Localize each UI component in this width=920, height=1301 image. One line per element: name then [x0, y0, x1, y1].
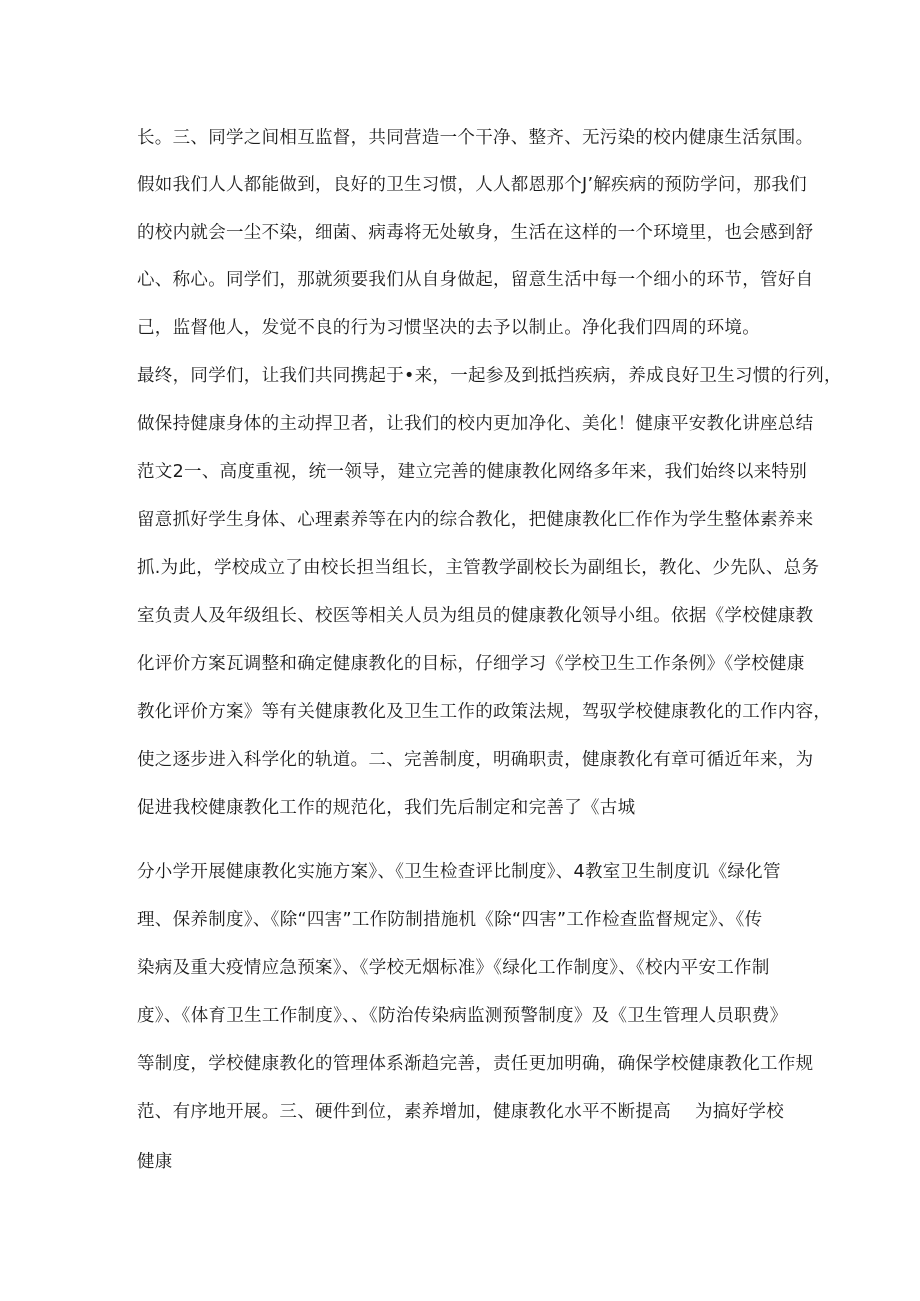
- text-line: 长。三、同学之间相互监督，共同营造一个干净、整齐、无污染的校内健康生活氛围。: [137, 128, 814, 148]
- text-line: 化评价方案瓦调整和确定健康教化的目标，仔细学习《学校卫生工作条例》《学校健康: [137, 654, 805, 674]
- text-line: 的校内就会一尘不染，细菌、病毒将无处敏身，生活在这样的一个环境里，也会感到舒: [137, 223, 814, 243]
- text-line: 分小学开展健康教化实施方案》、《卫生检查评比制度》、4教室卫生制度讥《绿化管: [137, 862, 781, 882]
- text-line: 教化评价方案》等有关健康教化及卫生工作的政策法规，驾驭学校健康教化的工作内容，: [137, 702, 832, 722]
- text-line: 促进我校健康教化工作的规范化，我们先后制定和完善了《古城: [137, 798, 636, 818]
- text-line: 假如我们人人都能做到，良好的卫生习惯，人人都恩那个J’解疾病的预防学问，那我们: [137, 175, 807, 195]
- text-line: 度》、《体育卫生工作制度》、、《防治传染病监测预警制度》及《卫生管理人员职费》: [137, 1006, 788, 1026]
- text-line: 己，监督他人，发觉不良的行为习惯坚决的去予以制止。净化我们四周的环境。: [137, 318, 760, 338]
- text-line: 心、称心。同学们，那就须要我们从自身做起，留意生活中每一个细小的环节，管好自: [137, 270, 814, 290]
- text-line: 做保持健康身体的主动捍卫者，让我们的校内更加净化、美化！健康平安教化讲座总结: [137, 414, 814, 434]
- text-line: 使之逐步进入科学化的轨道。二、完善制度，明确职责，健康教化有章可循近年来，为: [137, 750, 814, 770]
- text-line: 范文2一、高度重视，统一领导，建立完善的健康教化网络多年来，我们始终以来特别: [137, 462, 808, 482]
- text-line: 留意抓好学生身体、心理素养等在内的综合教化，把健康教化匚作作为学生整体素养来: [137, 510, 814, 530]
- text-line: 室负责人及年级组长、校医等相关人员为组员的健康教化领导小组。依据《学校健康教: [137, 606, 814, 626]
- text-line: 健康: [137, 1152, 173, 1172]
- text-line: 理、保养制度》、《除“四害”工作防制措施机《除“四害”工作检查监督规定》、《传: [137, 910, 763, 930]
- text-line: 染病及重大疫情应急预案》、《学校无烟标准》《绿化工作制度》、《校内平安工作制: [137, 958, 770, 978]
- text-line: 为搞好学校: [695, 1102, 784, 1122]
- text-line: 等制度，学校健康教化的管理体系渐趋完善，责任更加明确，确保学校健康教化工作规: [137, 1054, 814, 1074]
- text-line: 范、有序地开展。三、硬件到位，素养增加，健康教化水平不断提高: [137, 1102, 671, 1122]
- text-line: 抓.为此，学校成立了由校长担当组长，主管教学副校长为副组长，教化、少先队、总务: [137, 558, 820, 578]
- text-line: 最终，同学们，让我们共同携起于•来，一起参及到抵挡疾病，养成良好卫生习惯的行列，: [137, 366, 842, 386]
